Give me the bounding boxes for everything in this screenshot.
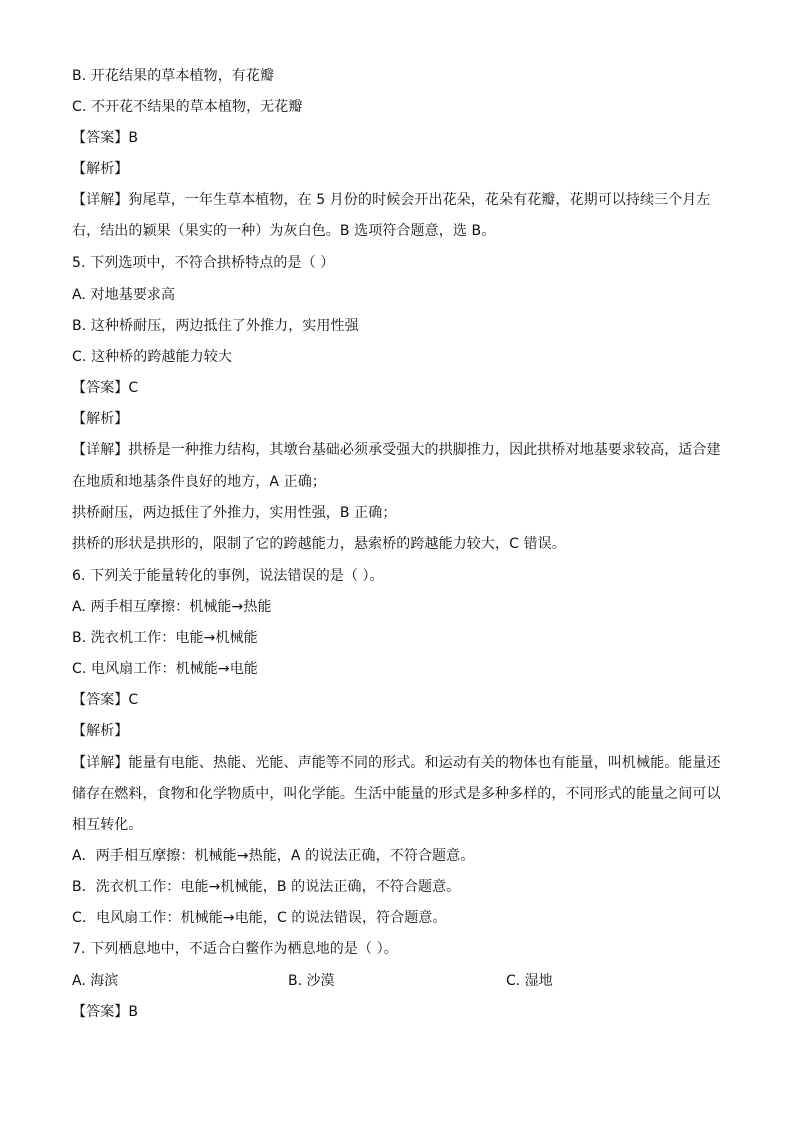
option-a-text: A. 对地基要求高: [72, 287, 176, 303]
explanation-c: C．电风扇工作：机械能→电能，C 的说法错误，符合题意。: [72, 910, 447, 926]
detail-paragraph: 相互转化。: [72, 817, 143, 833]
analysis-label: 【解析】: [72, 723, 129, 739]
analysis-label: 【解析】: [72, 411, 129, 427]
question-5: 5. 下列选项中，不符合拱桥特点的是（ ）: [72, 255, 335, 271]
detail-paragraph: 【详解】能量有电能、热能、光能、声能等不同的形式。和运动有关的物体也有能量，叫机械能。能量还: [72, 755, 721, 771]
detail-paragraph: 拱桥的形状是拱形的，限制了它的跨越能力，悬索桥的跨越能力较大，C 错误。: [72, 536, 566, 552]
option-b-text: B. 这种桥耐压，两边抵住了外推力，实用性强: [72, 318, 359, 334]
explanation-a: A．两手相互摩擦：机械能→热能，A 的说法正确，不符合题意。: [72, 848, 475, 864]
analysis-label: 【解析】: [72, 161, 129, 177]
option-a-text: A. 两手相互摩擦：机械能→热能: [72, 599, 272, 615]
detail-paragraph: 右，结出的颖果（果实的一种）为灰白色。B 选项符合题意，选 B。: [72, 223, 496, 239]
question-6: 6. 下列关于能量转化的事例，说法错误的是（ ）。: [72, 568, 384, 584]
option-b-text: B. 沙漠: [288, 973, 335, 989]
option-c-text: C. 电风扇工作：机械能→电能: [72, 661, 258, 677]
answer-label: 【答案】C: [72, 692, 139, 708]
detail-paragraph: 【详解】狗尾草，一年生草本植物，在 5 月份的时候会开出花朵，花朵有花瓣，花期可以持续三个月左: [72, 192, 711, 208]
question-7: 7. 下列栖息地中，不适合白鳖作为栖息地的是（ ）。: [72, 941, 398, 957]
detail-paragraph: 储存在燃料，食物和化学物质中，叫化学能。生活中能量的形式是多种多样的，不同形式的能量之间可以: [72, 786, 721, 802]
explanation-b: B．洗衣机工作：电能→机械能，B 的说法正确，不符合题意。: [72, 879, 461, 895]
option-c-text: C. 不开花不结果的草本植物，无花瓣: [72, 99, 303, 115]
detail-paragraph: 拱桥耐压，两边抵住了外推力，实用性强，B 正确；: [72, 505, 397, 521]
detail-paragraph: 【详解】拱桥是一种推力结构，其墩台基础必须承受强大的拱脚推力，因此拱桥对地基要求较高，适合建: [72, 442, 721, 458]
answer-label: 【答案】B: [72, 130, 139, 146]
option-c-text: C. 湿地: [506, 973, 553, 989]
answer-label: 【答案】C: [72, 380, 139, 396]
detail-paragraph: 在地质和地基条件良好的地方，A 正确；: [72, 474, 326, 490]
option-a-text: A. 海滨: [72, 973, 119, 989]
option-b-text: B. 开花结果的草本植物，有花瓣: [72, 68, 275, 84]
answer-label: 【答案】B: [72, 1004, 139, 1020]
option-c-text: C. 这种桥的跨越能力较大: [72, 349, 232, 365]
option-b-text: B. 洗衣机工作：电能→机械能: [72, 630, 258, 646]
